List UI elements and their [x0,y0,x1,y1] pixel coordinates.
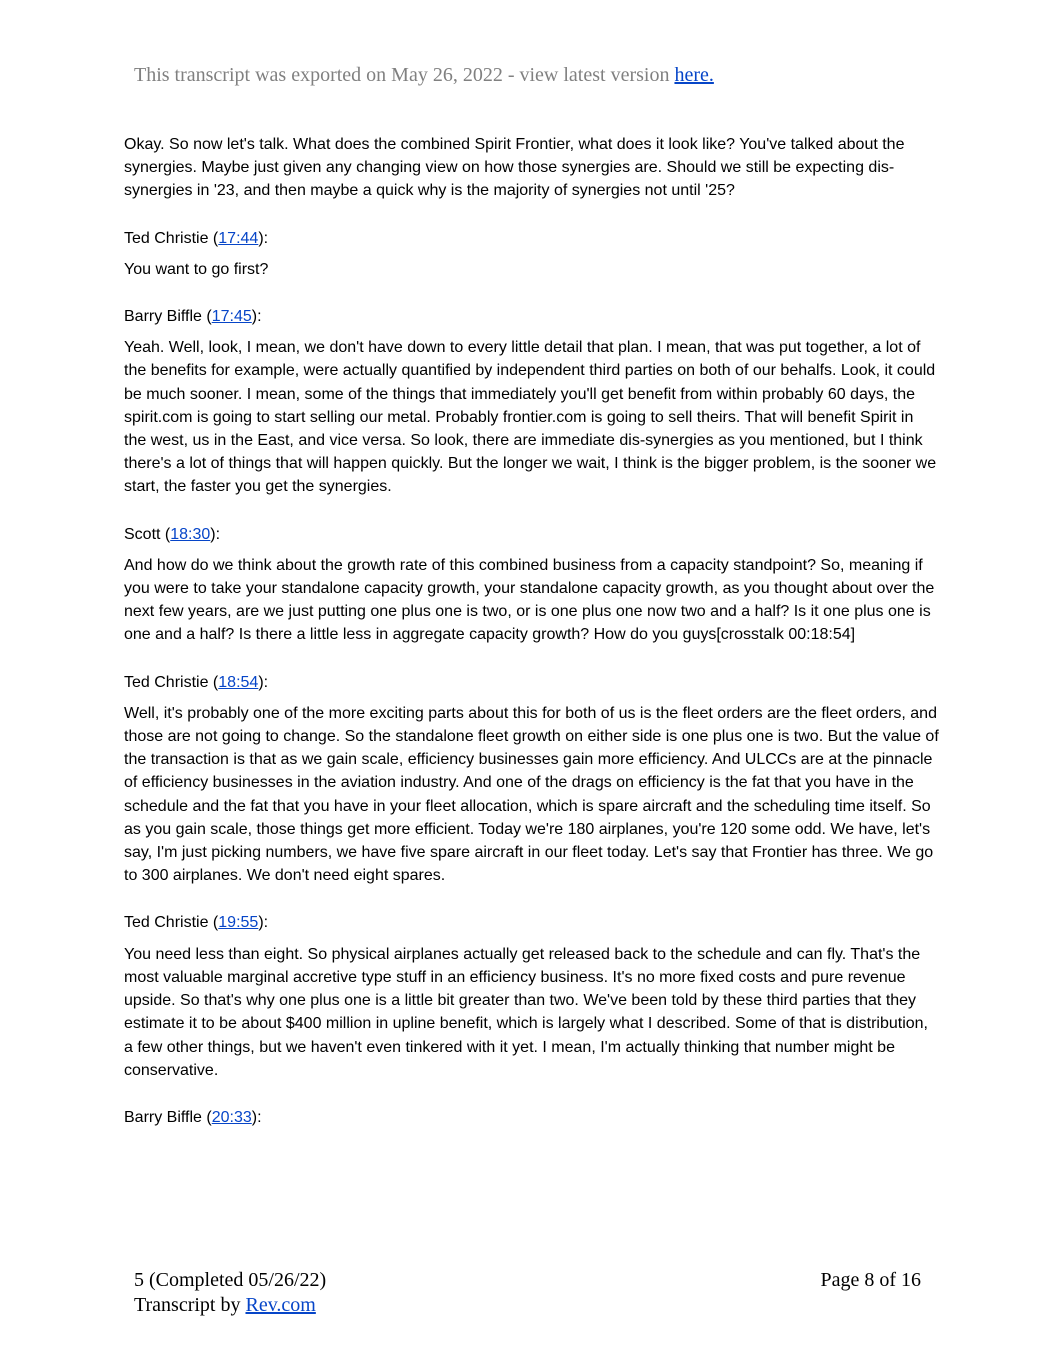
transcript-block [124,523,939,647]
transcript-block [124,911,939,1081]
paragraph: You want to go first? [124,260,269,278]
page-number: Page 8 of 16 [820,1269,921,1291]
export-notice-text: This transcript was exported on May 26, 2022 - view latest version [134,64,675,86]
completion-status: 5 (Completed 05/26/22) [134,1269,327,1291]
speaker-name: Scott [124,525,161,543]
transcript-block [124,305,939,499]
latest-version-link[interactable]: here. [674,64,714,86]
timestamp-link[interactable]: 18:54 [218,673,259,691]
paragraph: Well, it's probably one of the more exciting parts about this for both of us is the fleet orders are the fleet orders, and those are not going to change. So the standalone fleet growth on either side is one plus one is two. But the value of the transaction is that as we gain scale, efficiency businesses gain more efficiency. And ULCCs are at the pinnacle of efficiency businesses in the aviation industry. And one of the drags on efficiency is the fat that you have in the schedule and the fat that you have in your fleet allocation, which is spare aircraft and the scheduling time itself. So as you gain scale, those things get more efficient. Today we're 180 airplanes, you're 120 some odd. We have, let's say, I'm just picking numbers, we have five spare aircraft in our fleet today. Let's say that Frontier has three. We go to 300 airplanes. We don't need eight spares. [124,704,939,885]
timestamp-link[interactable]: 17:44 [218,229,259,247]
timestamp-link[interactable]: 17:45 [211,308,252,326]
timestamp-link[interactable]: 18:30 [170,525,211,543]
transcript-block [124,671,939,888]
paragraph: Okay. So now let's talk. What does the combined Spirit Frontier, what does it look like? You've talked about the synergies. Maybe just given any changing view on how those synergies are. Should we still be expecting dis-synergies in '23, and then maybe a quick why is the majority of synergies not until '25? [124,136,905,200]
speaker-name: Barry Biffle [124,1108,202,1126]
speaker-name: Ted Christie [124,229,209,247]
transcript-block [124,133,939,203]
speaker-name: Ted Christie [124,673,209,691]
transcript-block [124,227,939,281]
timestamp-link[interactable]: 20:33 [211,1108,252,1126]
speaker-line: Barry Biffle (17:45): [124,308,262,326]
transcript-credit [134,1293,326,1318]
rev-link[interactable]: Rev.com [245,1294,316,1316]
speaker-name: Barry Biffle [124,308,202,326]
speaker-line: Ted Christie (19:55): [124,914,269,932]
paragraph: And how do we think about the growth rate of this combined business from a capacity standpoint? So, meaning if you were to take your standalone capacity growth, your standalone capacity growth, as you thought about over the next few years, are we just putting one plus one is two, or is one plus one now two and a half? Is it one plus one is one and a half? Is there a little less in aggregate capacity growth? How do you guys[crosstalk 00:18:54] [124,556,935,644]
transcript-body [124,133,939,1153]
export-notice [134,61,1015,89]
speaker-line: Ted Christie (18:54): [124,673,269,691]
speaker-line: Scott (18:30): [124,525,221,543]
paragraph: Yeah. Well, look, I mean, we don't have down to every little detail that plan. I mean, that was put together, a lot of the benefits for example, were actually quantified by independent third parties on both of our behalfs. Look, it could be much sooner. I mean, some of the things that immediately you'll get benefit from within probably 60 days, the spirit.com is going to start selling our metal. Probably frontier.com is going to sell theirs. That will benefit Spirit in the west, us in the East, and vice versa. So look, there are immediate dis-synergies as you mentioned, but I think there's a lot of things that will happen quickly. But the longer we wait, I think is the bigger problem, is the sooner we start, the faster you get the synergies. [124,339,937,496]
paragraph: You need less than eight. So physical airplanes actually get released back to the schedule and can fly. That's the most valuable marginal accretive type stuff in an efficiency business. It's no more fixed costs and pure revenue upside. So that's why one plus one is a little bit greater than two. We've been told by these third parties that they estimate it to be about $400 million in upline benefit, which is largely what I described. Some of that is distribution, a few other things, but we haven't even tinkered with it yet. I mean, I'm actually thinking that number might be conservative. [124,945,928,1079]
speaker-line: Ted Christie (17:44): [124,229,269,247]
speaker-name: Ted Christie [124,914,209,932]
speaker-line: Barry Biffle (20:33): [124,1108,262,1126]
credit-prefix: Transcript by [134,1294,246,1316]
transcript-block [124,1106,939,1129]
timestamp-link[interactable]: 19:55 [218,914,259,932]
footer-left [134,1268,326,1318]
